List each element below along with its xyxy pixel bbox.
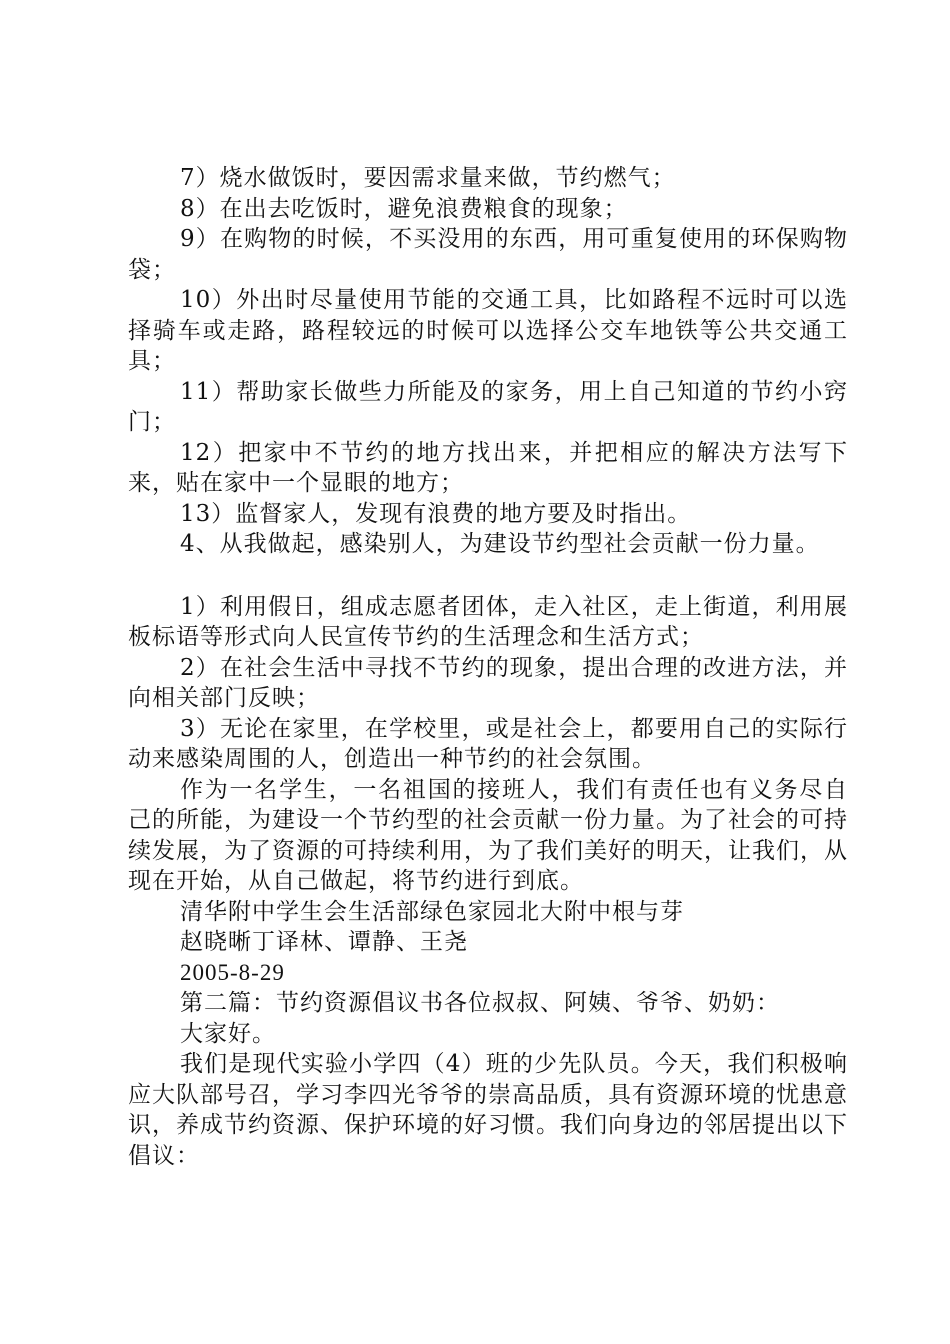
paragraph-item-9: 9）在购物的时候，不买没用的东西，用可重复使用的环保购物袋；	[128, 226, 848, 283]
paragraph-item-13: 13）监督家人，发现有浪费的地方要及时指出。	[180, 500, 692, 527]
closing-paragraph: 作为一名学生，一名祖国的接班人，我们有责任也有义务尽自己的所能，为建设一个节约型的社会贡献一份力量。为了社会的可持续发展，为了资源的可持续利用，为了我们美好的明天，让我们，从现在开始，从自己做起，将节约进行到底。	[128, 776, 848, 894]
greeting: 大家好。	[180, 1020, 276, 1047]
section-heading-4: 4、从我做起，感染别人，为建设节约型社会贡献一份力量。	[180, 531, 820, 557]
signature-date: 2005-8-29	[180, 959, 285, 985]
paragraph-item-10: 10）外出时尽量使用节能的交通工具，比如路程不远时可以选择骑车或走路，路程较远的时候可以选择公交车地铁等公共交通工具；	[128, 287, 848, 374]
paragraph-spacer	[128, 560, 848, 592]
document-body	[128, 163, 848, 1171]
signature-authors: 赵晓晰丁译林、谭静、王尧	[180, 929, 468, 955]
paragraph-item-11: 11）帮助家长做些力所能及的家务，用上自己知道的节约小窍门；	[128, 378, 848, 435]
paragraph-item-12: 12）把家中不节约的地方找出来，并把相应的解决方法写下来，贴在家中一个显眼的地方；	[128, 439, 848, 496]
paragraph-social-2: 2）在社会生活中寻找不节约的现象，提出合理的改进方法，并向相关部门反映；	[128, 654, 848, 711]
second-article-title: 第二篇：节约资源倡议书各位叔叔、阿姨、爷爷、奶奶：	[180, 990, 780, 1016]
signature-organizations: 清华附中学生会生活部绿色家园北大附中根与芽	[180, 898, 684, 925]
paragraph-social-1: 1）利用假日，组成志愿者团体，走入社区，走上街道，利用展板标语等形式向人民宣传节约的生活理念和生活方式；	[128, 593, 848, 650]
paragraph-social-3: 3）无论在家里，在学校里，或是社会上，都要用自己的实际行动来感染周围的人，创造出一种节约的社会氛围。	[128, 715, 848, 772]
second-article-intro: 我们是现代实验小学四（4）班的少先队员。今天，我们积极响应大队部号召，学习李四光爷爷的崇高品质，具有资源环境的忧患意识，养成节约资源、保护环境的好习惯。我们向身边的邻居提出以下倡议：	[128, 1051, 848, 1169]
paragraph-item-8: 8）在出去吃饭时，避免浪费粮食的现象；	[180, 195, 628, 222]
paragraph-item-7: 7）烧水做饭时，要因需求量来做，节约燃气；	[180, 165, 676, 191]
